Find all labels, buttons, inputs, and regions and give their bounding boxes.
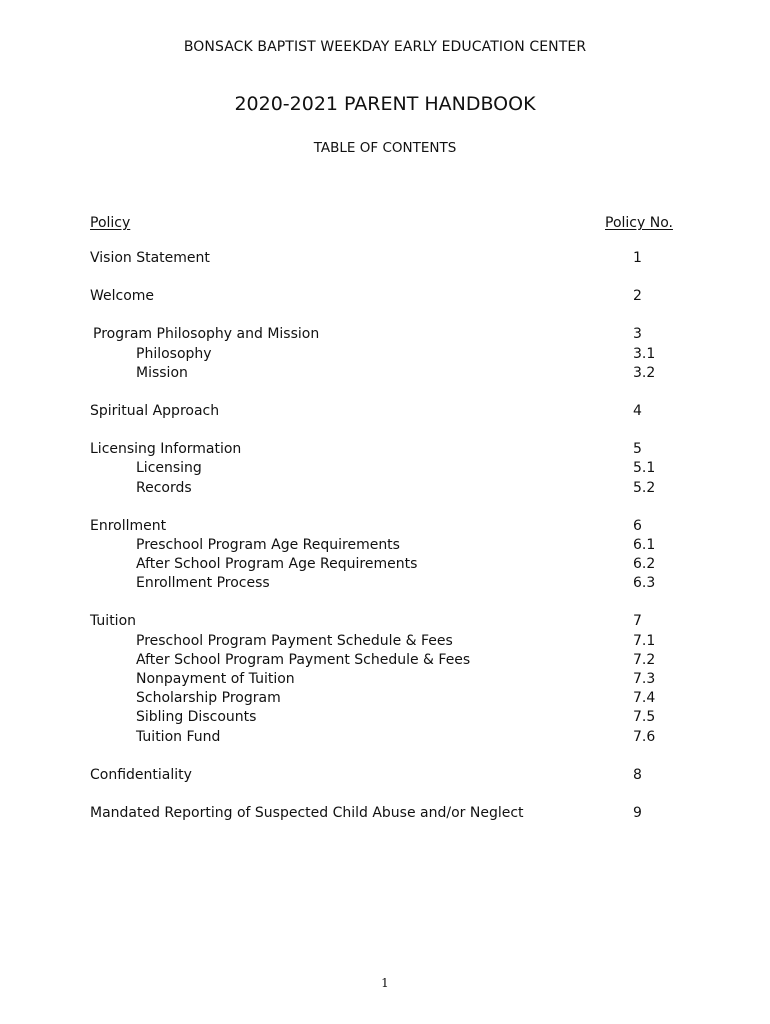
table-of-contents-heading: TABLE OF CONTENTS <box>313 140 457 156</box>
toc-section <box>0 804 770 823</box>
toc-subentry-number: 7.6 <box>633 728 656 745</box>
toc-section <box>0 325 770 383</box>
toc-subentry-number: 7.5 <box>633 709 656 726</box>
toc-entry-title: Welcome <box>90 288 155 305</box>
toc-entry-number: 1 <box>633 250 642 266</box>
toc-subentry-number: 7.3 <box>633 671 656 687</box>
toc-section <box>0 249 770 268</box>
toc-entry-title: Spiritual Approach <box>90 402 220 419</box>
toc-entry <box>0 612 770 631</box>
toc-entry-title: Confidentiality <box>90 766 192 783</box>
toc-entry-number: 2 <box>633 288 642 305</box>
toc-entry-title: Mandated Reporting of Suspected Child Abuse and/or Neglect <box>90 804 524 821</box>
toc-subentry <box>0 708 770 727</box>
toc-entry <box>0 287 770 306</box>
toc-section <box>0 766 770 785</box>
toc-subentry-number: 3.2 <box>633 364 656 381</box>
toc-subentry-number: 6.3 <box>633 575 656 592</box>
toc-section <box>0 402 770 421</box>
toc-subentry-number: 7.1 <box>633 632 656 649</box>
toc-entry-number: 3 <box>633 326 642 343</box>
policy-column-header: Policy <box>90 215 131 231</box>
toc-entry <box>0 402 770 421</box>
toc-subentry <box>0 689 770 708</box>
page-number: 1 <box>381 976 389 990</box>
toc-entry-title: Tuition <box>90 613 137 630</box>
table-of-contents <box>0 249 770 842</box>
toc-entry <box>0 517 770 536</box>
toc-subentry-title: Preschool Program Age Requirements <box>136 536 400 553</box>
toc-subentry-title: Enrollment Process <box>136 575 270 592</box>
toc-subentry-title: Scholarship Program <box>136 690 281 707</box>
toc-entry-number: 9 <box>633 804 642 821</box>
toc-subentry-title: Records <box>136 479 192 496</box>
toc-entry <box>0 766 770 785</box>
toc-section <box>0 612 770 746</box>
toc-entry-number: 6 <box>633 517 642 534</box>
toc-subentry <box>0 536 770 555</box>
toc-subentry-title: Preschool Program Payment Schedule & Fees <box>136 632 453 649</box>
toc-subentry-title: After School Program Age Requirements <box>136 556 418 573</box>
toc-entry-title: Enrollment <box>90 517 167 534</box>
toc-subentry-number: 6.1 <box>633 536 656 553</box>
toc-entry <box>0 249 770 268</box>
toc-entry <box>0 325 770 344</box>
toc-section <box>0 517 770 594</box>
toc-subentry-title: Tuition Fund <box>136 728 221 745</box>
toc-entry-number: 8 <box>633 766 642 783</box>
toc-subentry-number: 6.2 <box>633 556 656 573</box>
toc-subentry-title: After School Program Payment Schedule & Fees <box>136 651 471 668</box>
toc-subentry <box>0 651 770 670</box>
toc-subentry-number: 5.2 <box>633 479 656 496</box>
toc-subentry-number: 5.1 <box>633 460 656 477</box>
toc-subentry-title: Licensing <box>136 460 202 477</box>
policy-number-column-header: Policy No. <box>605 215 673 231</box>
toc-subentry-title: Nonpayment of Tuition <box>136 671 295 687</box>
toc-subentry-number: 7.2 <box>633 651 656 668</box>
toc-subentry <box>0 345 770 364</box>
toc-subentry <box>0 555 770 574</box>
toc-subentry <box>0 632 770 651</box>
toc-entry <box>0 440 770 459</box>
toc-entry-number: 4 <box>633 402 642 419</box>
toc-subentry <box>0 364 770 383</box>
toc-subentry-number: 7.4 <box>633 690 656 707</box>
toc-section <box>0 287 770 306</box>
toc-entry-number: 5 <box>633 441 642 458</box>
organization-header: BONSACK BAPTIST WEEKDAY EARLY EDUCATION CENTER <box>183 39 587 55</box>
toc-subentry <box>0 479 770 498</box>
toc-entry-title: Vision Statement <box>90 250 210 266</box>
toc-subentry-title: Mission <box>136 364 188 381</box>
document-title: 2020-2021 PARENT HANDBOOK <box>234 93 536 115</box>
toc-entry-title: Program Philosophy and Mission <box>93 326 320 343</box>
toc-subentry-title: Philosophy <box>136 345 212 362</box>
toc-subentry-title: Sibling Discounts <box>136 709 257 726</box>
toc-subentry <box>0 670 770 689</box>
toc-section <box>0 440 770 498</box>
toc-entry <box>0 804 770 823</box>
toc-entry-number: 7 <box>633 613 642 630</box>
toc-subentry <box>0 574 770 593</box>
toc-subentry <box>0 728 770 747</box>
toc-subentry-number: 3.1 <box>633 345 656 362</box>
toc-entry-title: Licensing Information <box>90 441 242 458</box>
toc-subentry <box>0 459 770 478</box>
